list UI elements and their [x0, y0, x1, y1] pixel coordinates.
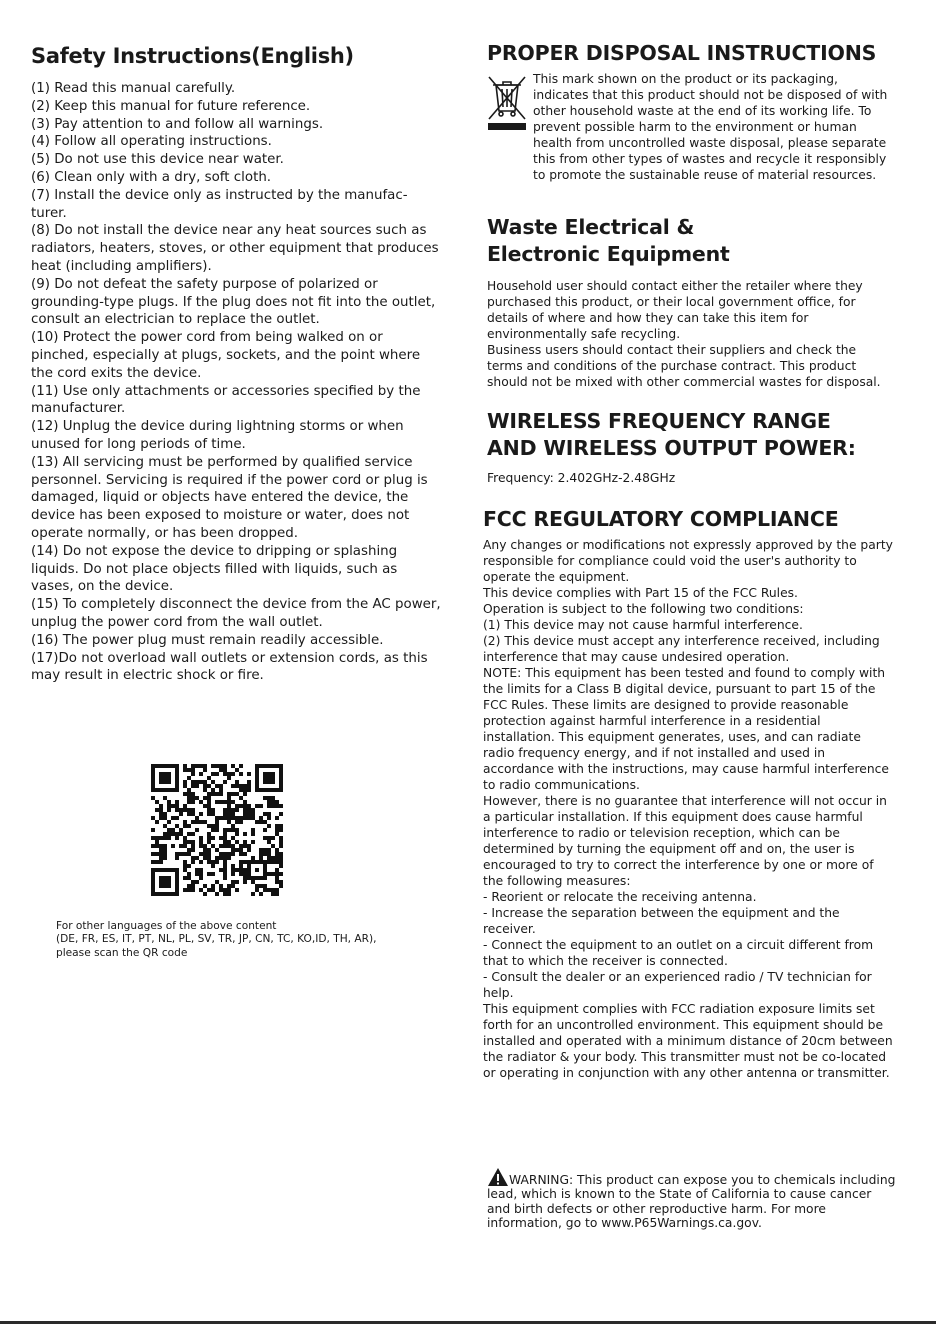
safety-item: (5) Do not use this device near water.: [31, 152, 284, 168]
disposal-title: PROPER DISPOSAL INSTRUCTIONS: [487, 41, 877, 65]
fcc-line: (2) This device must accept any interference received, including interference that may cause undesired operation.: [483, 634, 880, 664]
safety-item: (9) Do not defeat the safety purpose of polarized or grounding-type plugs. If the plug does not fit into the outlet, consult an electrician to replace the outlet.: [31, 276, 436, 328]
safety-title: Safety Instructions(English): [31, 44, 354, 68]
fcc-body: [483, 537, 895, 1081]
safety-item: (1) Read this manual carefully.: [31, 81, 236, 96]
disposal-text: This mark shown on the product or its packaging, indicates that this product should not be disposed of with other household waste at the end of its working life. To prevent possible harm to the environment or human health from uncontrolled waste disposal, please separate this from other types of wastes and recycle it responsibly to promote the sustainable reuse of material resources.: [533, 72, 888, 182]
safety-item: (11) Use only attachments or accessories specified by the manufacturer.: [31, 383, 421, 417]
fcc-line: Operation is subject to the following two conditions:: [483, 602, 804, 616]
safety-item: (14) Do not expose the device to dripping or splashing liquids. Do not place objects filled with liquids, such as vases, on the device.: [31, 543, 398, 595]
qr-code[interactable]: [151, 764, 283, 896]
fcc-line: This device complies with Part 15 of the FCC Rules.: [483, 586, 798, 600]
safety-item: (13) All servicing must be performed by qualified service personnel. Servicing is required if the power cord or plug is damaged, liquid or objects have entered the device, the device has been exposed to moisture or water, does not operate normally, or has been dropped.: [31, 454, 428, 541]
prop65-warning: [487, 1167, 897, 1230]
safety-section: [31, 44, 443, 685]
safety-item: (2) Keep this manual for future reference.: [31, 98, 311, 114]
disposal-block: [483, 71, 895, 183]
wireless-title-line1: WIRELESS FREQUENCY RANGE: [487, 409, 831, 433]
qr-note-line: (DE, FR, ES, IT, PT, NL, PL, SV, TR, JP, CN, TC, KO,ID, TH, AR),: [56, 933, 377, 946]
regulatory-section: [483, 40, 895, 1081]
qr-code-image: [151, 764, 283, 896]
safety-item: (3) Pay attention to and follow all warnings.: [31, 116, 324, 132]
fcc-line: - Consult the dealer or an experienced radio / TV technician for help.: [483, 970, 872, 1000]
safety-item: (6) Clean only with a dry, soft cloth.: [31, 169, 272, 185]
safety-item: (17)Do not overload wall outlets or extension cords, as this may result in electric shock or fire.: [31, 650, 428, 684]
qr-note-line: For other languages of the above content: [56, 920, 277, 932]
weee-section: [487, 214, 895, 390]
weee-paragraph: Household user should contact either the retailer where they purchased this product, or their local government office, for details of where and how they can take this item for environmentally safe recycling.: [487, 279, 863, 341]
fcc-section: [483, 506, 895, 1081]
weee-title-line2: Electronic Equipment: [487, 242, 730, 266]
safety-item: (8) Do not install the device near any heat sources such as radiators, heaters, stoves, or other equipment that produces heat (including amplifiers).: [31, 223, 439, 274]
wireless-section: [487, 408, 895, 486]
fcc-line: However, there is no guarantee that interference will not occur in a particular installation. If this equipment does cause harmful interference to radio or television reception, which can be determined by turning the equipment off and on, the user is encouraged to try to correct the interference by one or more of the following measures:: [483, 794, 887, 888]
warning-triangle-icon: [487, 1167, 509, 1187]
fcc-line: Any changes or modifications not expressly approved by the party responsible for compliance could void the user's authority to operate the equipment.: [483, 538, 893, 584]
weee-title-line1: Waste Electrical &: [487, 215, 695, 239]
safety-item: (7) Install the device only as instructed by the manufac-turer.: [31, 187, 408, 221]
fcc-line: - Increase the separation between the equipment and the receiver.: [483, 906, 840, 936]
safety-item: (4) Follow all operating instructions.: [31, 134, 272, 150]
qr-note: [56, 920, 416, 960]
warning-text: WARNING: This product can expose you to chemicals including lead, which is known to the State of California to cause cancer and birth defects or other reproductive harm. For more information, go to www.P65Warnings.ca.gov.: [487, 1173, 896, 1230]
qr-note-line: please scan the QR code: [56, 946, 188, 959]
fcc-line: - Connect the equipment to an outlet on a circuit different from that to which the receiver is connected.: [483, 938, 874, 968]
weee-paragraph: Business users should contact their suppliers and check the terms and conditions of the purchase contract. This product should not be mixed with other commercial wastes for disposal.: [487, 343, 881, 389]
safety-item: (12) Unplug the device during lightning storms or when unused for long periods of time.: [31, 419, 404, 452]
fcc-title: FCC REGULATORY COMPLIANCE: [483, 507, 839, 531]
safety-item: (15) To completely disconnect the device from the AC power, unplug the power cord from the wall outlet.: [31, 597, 441, 630]
crossed-bin-icon: [486, 73, 528, 131]
frequency-text: Frequency: 2.402GHz-2.48GHz: [487, 471, 676, 485]
safety-list: [31, 80, 443, 685]
wireless-title-line2: AND WIRELESS OUTPUT POWER:: [487, 436, 856, 460]
safety-item: (16) The power plug must remain readily accessible.: [31, 632, 384, 648]
fcc-line: (1) This device may not cause harmful interference.: [483, 618, 803, 632]
fcc-line: - Reorient or relocate the receiving antenna.: [483, 890, 757, 904]
fcc-line: NOTE: This equipment has been tested and found to comply with the limits for a Class B digital device, pursuant to part 15 of the FCC Rules. These limits are designed to provide reasonable protection against harmful interference in a residential installation. This equipment generates, uses, and can radiate radio frequency energy, and if not installed and used in accordance with the instructions, may cause harmful interference to radio communications.: [483, 666, 889, 792]
safety-item: (10) Protect the power cord from being walked on or pinched, especially at plugs, sockets, and the point where the cord exits the device.: [31, 330, 421, 381]
fcc-line: This equipment complies with FCC radiation exposure limits set forth for an uncontrolled environment. This equipment should be installed and operated with a minimum distance of 20cm between the radiator & your body. This transmitter must not be co-located or operating in conjunction with any other antenna or transmitter.: [483, 1002, 893, 1080]
